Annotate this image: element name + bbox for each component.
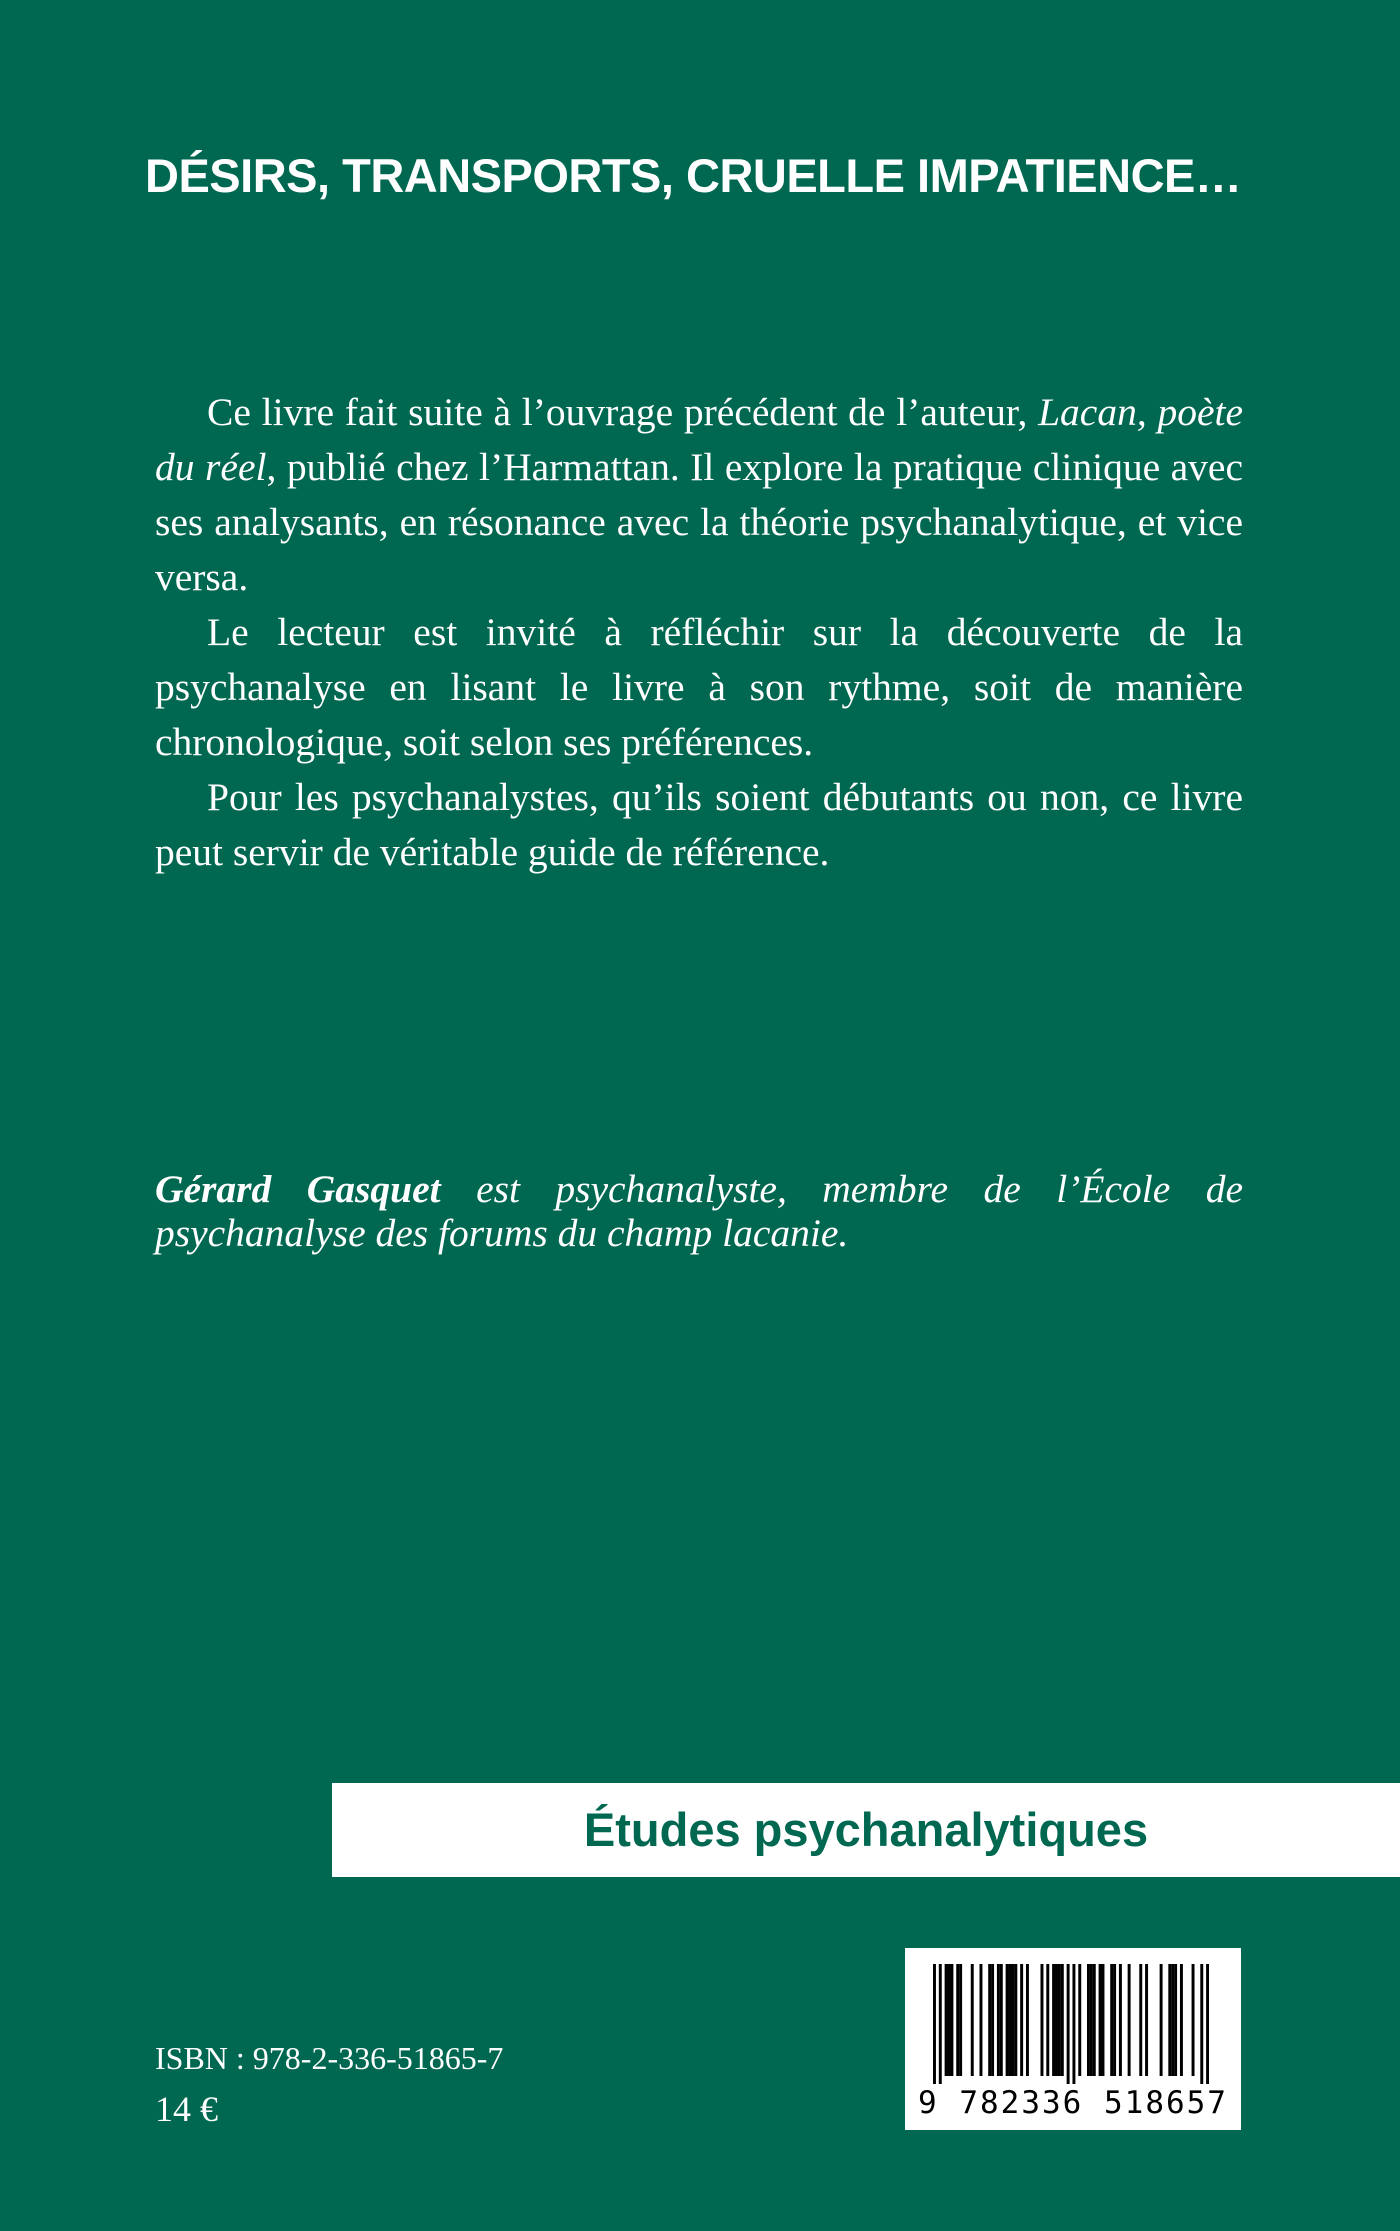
series-name: Études psychanalytiques [583, 1803, 1149, 1856]
barcode-bar [1058, 1964, 1061, 2076]
barcode-bar [1180, 1964, 1183, 2076]
barcode-bar [1206, 1964, 1209, 2084]
barcode-bar [1011, 1964, 1014, 2076]
barcode [905, 1948, 1241, 2130]
barcode-bar [1110, 1964, 1113, 2076]
blurb-paragraph-1 [155, 385, 1243, 605]
barcode-bar [948, 1964, 951, 2076]
barcode-bar [933, 1964, 936, 2084]
barcode-bar [1200, 1964, 1203, 2084]
barcode-bar [1128, 1964, 1131, 2076]
barcode-bar [1174, 1964, 1177, 2076]
barcode-bar [1052, 1964, 1055, 2076]
barcode-bar [1090, 1964, 1093, 2076]
barcode-bar [939, 1964, 942, 2084]
barcode-bar [1099, 1964, 1102, 2076]
barcode-bar [1009, 1964, 1012, 2076]
barcode-bar [1139, 1964, 1142, 2076]
barcode-bar [979, 1964, 982, 2076]
barcode-bar [1061, 1964, 1064, 2076]
series-banner [332, 1783, 1400, 1877]
barcode-bar [988, 1964, 991, 2076]
barcode-bar [1000, 1964, 1003, 2076]
barcode-bar [1093, 1964, 1096, 2076]
barcode-bar [1020, 1964, 1023, 2076]
cited-work-title: Lacan, poète du réel [155, 390, 1243, 489]
author-bio-text: est psychanalyste, membre de l’École de psychanalyse des forums du champ lacanie. [155, 1167, 1243, 1255]
blurb-p1-end: , publié chez l’Harmattan. Il explore la pratique clinique avec ses analysants, en résonance avec la théorie psychanalytique, et vice versa. [155, 445, 1243, 599]
barcode-bar [1072, 1964, 1075, 2084]
barcode-bar [1006, 1964, 1009, 2076]
barcode-bar [945, 1964, 948, 2076]
barcode-bar [991, 1964, 994, 2076]
book-title: DÉSIRS, TRANSPORTS, CRUELLE IMPATIENCE… [145, 149, 1242, 202]
barcode-digits: 9 782336 518657 [918, 2085, 1228, 2121]
barcode-bar [1160, 1964, 1163, 2076]
barcode-bar [1119, 1964, 1122, 2076]
barcode-bar [1192, 1964, 1195, 2076]
barcode-bar [950, 1964, 953, 2076]
barcode-bar [956, 1964, 959, 2076]
barcode-bar [1046, 1964, 1049, 2076]
barcode-bar [959, 1964, 962, 2076]
barcode-bar [1078, 1964, 1081, 2076]
blurb [155, 385, 1243, 880]
barcode-bar [1067, 1964, 1070, 2084]
blurb-paragraph-3: Pour les psychanalystes, qu’ils soient débutants ou non, ce livre peut servir de véritable guide de référence. [155, 775, 1243, 874]
author-name: Gérard Gasquet [155, 1167, 441, 1211]
blurb-p1-start: Ce livre fait suite à l’ouvrage précédent de l’auteur, [207, 390, 1039, 434]
barcode-bar [1168, 1964, 1171, 2076]
barcode-bars [933, 1964, 1209, 2084]
barcode-bar [1145, 1964, 1148, 2076]
barcode-bar [1087, 1964, 1090, 2076]
barcode-bar [971, 1964, 974, 2076]
blurb-paragraph-2: Le lecteur est invité à réfléchir sur la découverte de la psychanalyse en lisant le livre à son rythme, soit de manière chronologique, soit selon ses préférences. [155, 610, 1243, 764]
isbn: ISBN : 978-2-336-51865-7 [155, 2040, 504, 2076]
price: 14 € [155, 2089, 218, 2129]
barcode-bar [1055, 1964, 1058, 2076]
barcode-bar [1026, 1964, 1029, 2076]
barcode-bar [1171, 1964, 1174, 2076]
barcode-bar [1113, 1964, 1116, 2076]
barcode-bar [997, 1964, 1000, 2076]
barcode-bar [1040, 1964, 1043, 2076]
barcode-bar [1014, 1964, 1017, 2076]
barcode-bar [1102, 1964, 1105, 2076]
author-bio [155, 1167, 1243, 1255]
